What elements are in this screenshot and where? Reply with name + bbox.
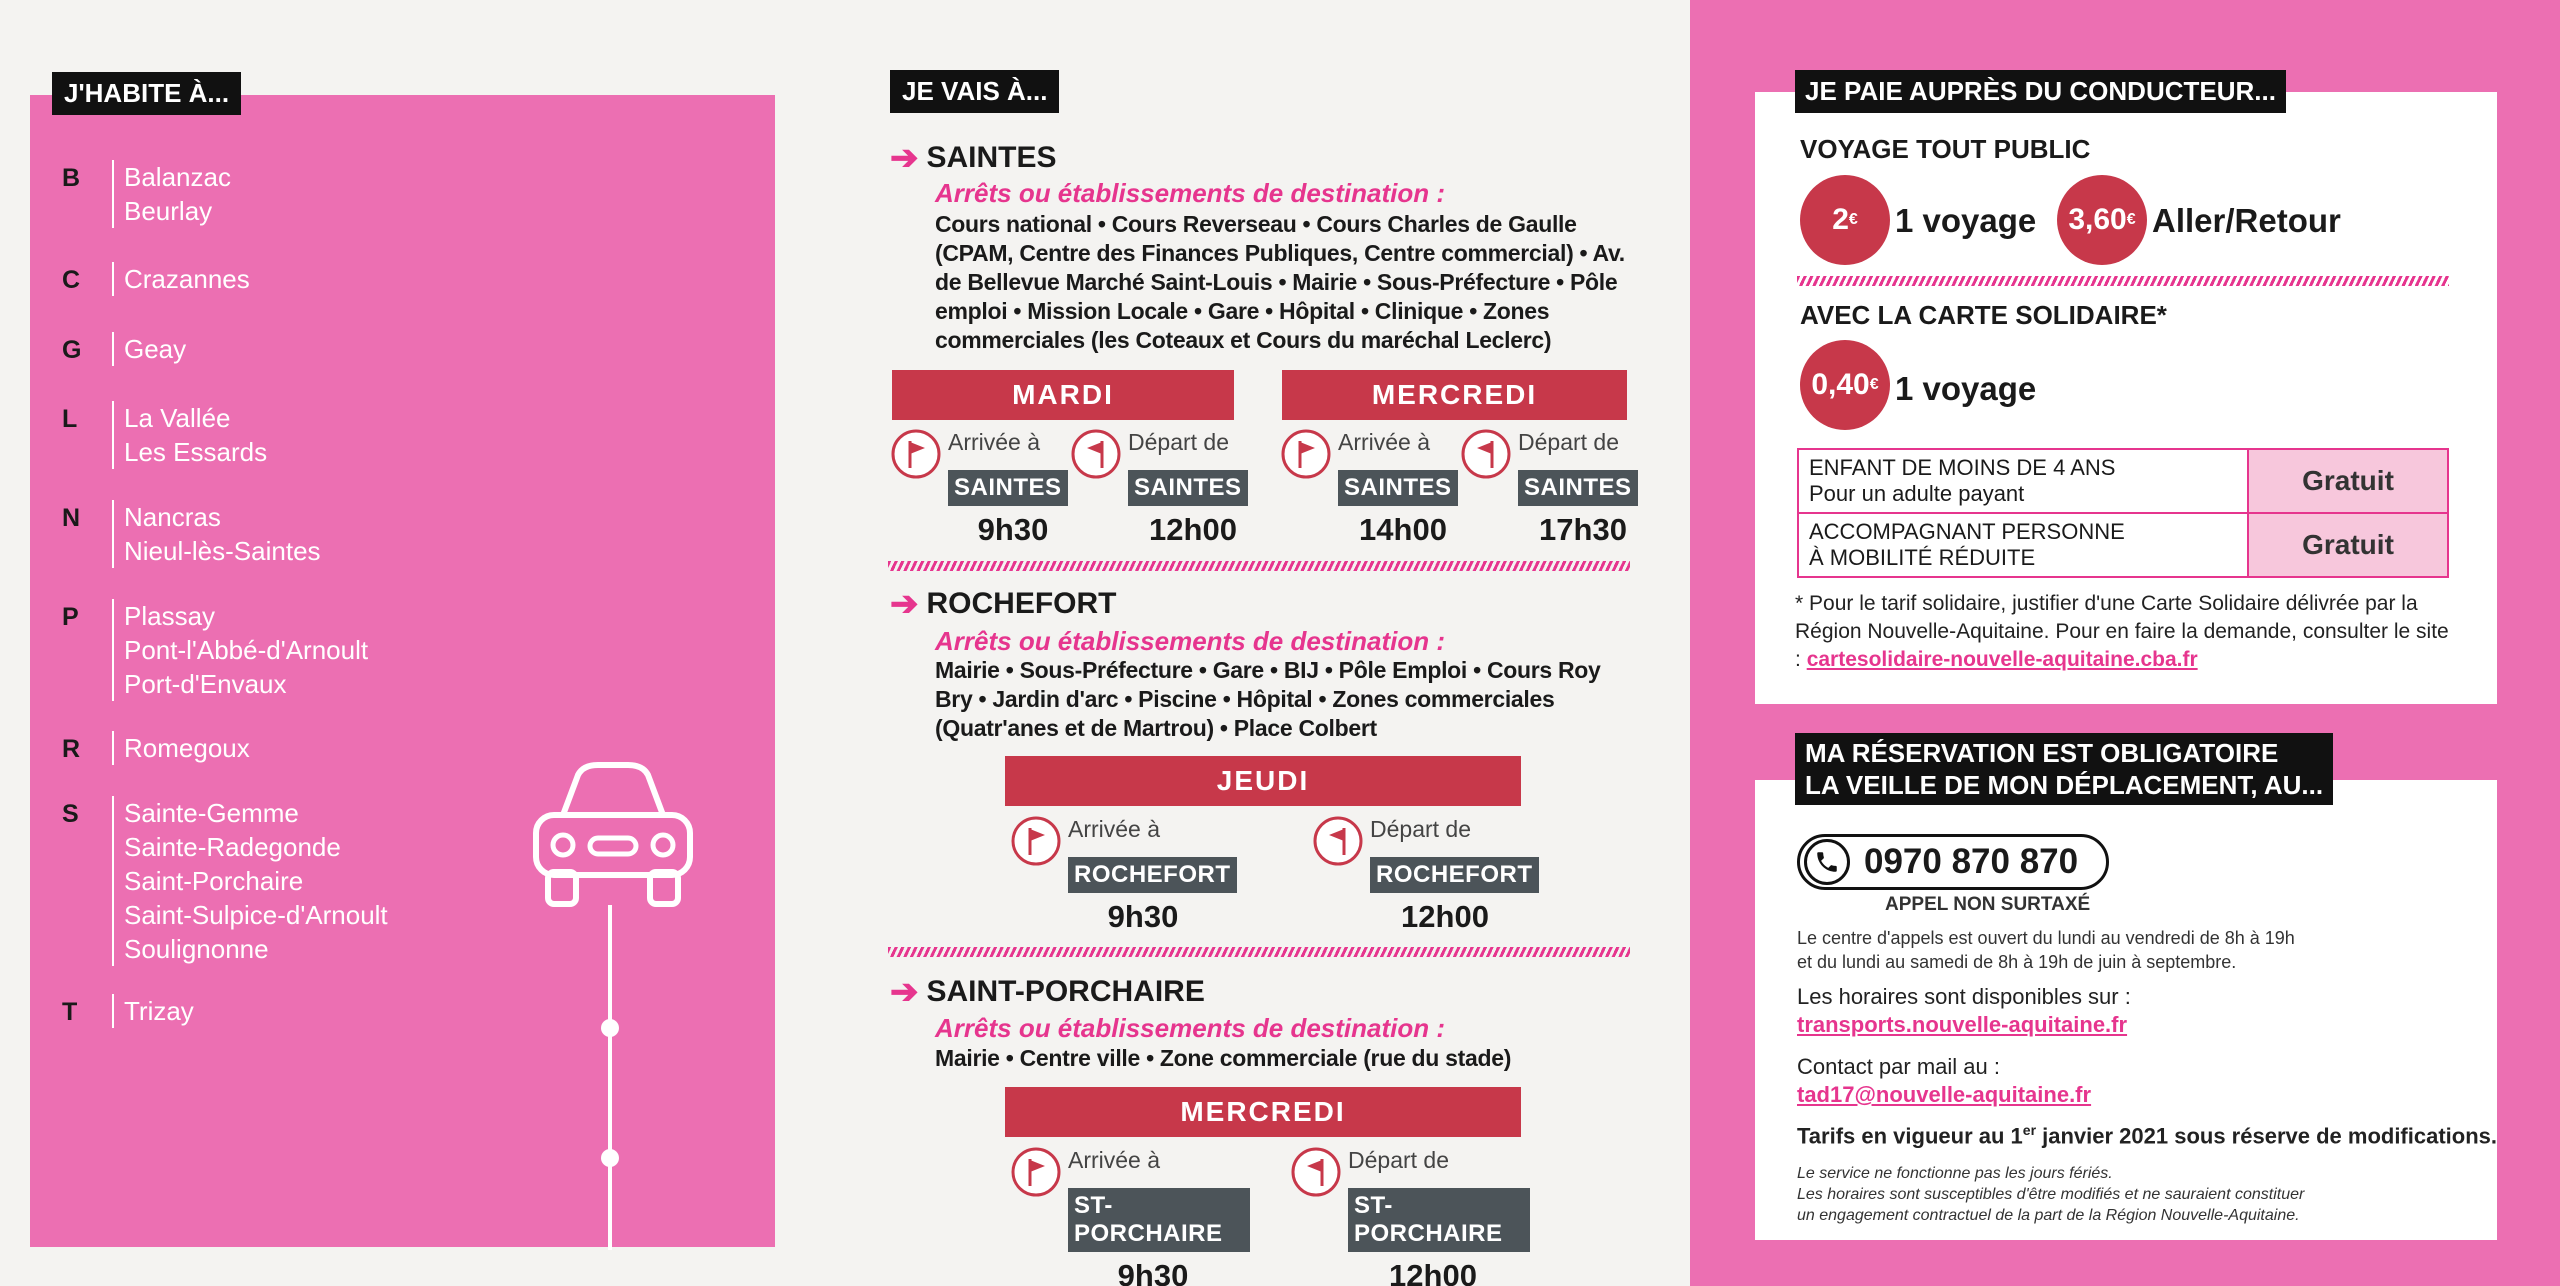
tarifs-sup: er (2022, 1122, 2037, 1138)
phone-number-box[interactable] (1797, 834, 2109, 890)
town-letter: S (62, 800, 79, 828)
currency: € (1848, 211, 1858, 228)
flag-icon (1312, 815, 1364, 867)
hours-text (1797, 926, 2295, 974)
section-divider (1797, 276, 2449, 286)
schedule-departure (1290, 1146, 1530, 1286)
price-value: 3,60 (2068, 203, 2127, 236)
city-badge: SAINTES (1518, 470, 1638, 506)
fare-value: Gratuit (2248, 449, 2448, 513)
contact-text: Contact par mail au : (1797, 1054, 2000, 1079)
price-badge (1800, 340, 1890, 430)
town-letter: P (62, 603, 79, 631)
table-cell (1798, 513, 2248, 577)
horaires-info (1797, 983, 2131, 1039)
arrival-time: 9h30 (1117, 1258, 1189, 1286)
town-group-n (62, 500, 321, 568)
row-title: ACCOMPAGNANT PERSONNE (1809, 519, 2125, 544)
flag-icon (1280, 428, 1332, 480)
town-letter: G (62, 336, 82, 364)
town-name: Plassay (124, 601, 216, 631)
town-group-r (62, 731, 250, 765)
town-group-c (62, 262, 250, 296)
departure-time: 17h30 (1539, 512, 1627, 547)
contact-info (1797, 1053, 2091, 1109)
town-group-b (62, 160, 231, 228)
town-name: Les Essards (124, 437, 268, 467)
flag-icon (1010, 815, 1062, 867)
town-group-p (62, 599, 368, 701)
town-name: Balanzac (124, 162, 231, 192)
town-letter: B (62, 164, 81, 192)
reservation-line: MA RÉSERVATION EST OBLIGATOIRE (1805, 738, 2279, 768)
departure-time: 12h00 (1401, 899, 1489, 934)
route-line (608, 905, 612, 1250)
departure-time: 12h00 (1389, 1258, 1477, 1286)
town-letter: C (62, 266, 81, 294)
town-name: Saint-Porchaire (124, 866, 304, 896)
city-badge: ST-PORCHAIRE (1348, 1188, 1530, 1252)
town-letter: T (62, 998, 78, 1026)
town-group-s (62, 796, 388, 966)
price-label: 1 voyage (1895, 202, 2037, 239)
flag-icon (890, 428, 942, 480)
price-value: 2 (1832, 203, 1849, 236)
town-list (112, 160, 231, 228)
city-badge: ST-PORCHAIRE (1068, 1188, 1250, 1252)
disclaimer-line: Le service ne fonctionne pas les jours fériés. (1797, 1165, 2113, 1182)
section-divider (888, 947, 1630, 957)
town-list (112, 500, 321, 568)
destination-rochefort (890, 584, 1117, 624)
departure-label: Départ de (1518, 429, 1620, 455)
destination-name: ROCHEFORT (926, 587, 1117, 620)
day-bar: MARDI (892, 370, 1234, 420)
schedule-departure (1070, 428, 1240, 548)
hours-line: Le centre d'appels est ouvert du lundi au vendredi de 8h à 19h (1797, 928, 2295, 948)
stops-label: Arrêts ou établissements de destination : (935, 626, 1446, 656)
free-fares-table (1797, 448, 2449, 578)
stops-label: Arrêts ou établissements de destination : (935, 178, 1446, 208)
schedule-arrival (890, 428, 1060, 548)
schedule-departure (1460, 428, 1630, 548)
solidaire-footnote (1795, 590, 2455, 674)
flag-icon (1010, 1146, 1062, 1198)
stops-text: Cours national • Cours Reverseau • Cours Charles de Gaulle (CPAM, Centre des Finances Publiques, Centre commercial) • Av. de Bellevue Marché Saint-Louis • Mairie • Sous-Préfecture • Pôle emploi • Mission Locale • Gare • Hôpital • Clinique • Zones commerciales (les Coteaux et Cours du maréchal Leclerc) (935, 211, 1625, 353)
horaires-link[interactable]: transports.nouvelle-aquitaine.fr (1797, 1012, 2128, 1037)
car-icon (528, 760, 698, 910)
town-name: Trizay (124, 996, 194, 1026)
town-name: Beurlay (124, 196, 213, 226)
city-badge: ROCHEFORT (1370, 857, 1539, 893)
route-stop-dot (601, 1149, 619, 1167)
schedule-arrival (1010, 815, 1230, 935)
town-list (112, 401, 267, 469)
departure-label: Départ de (1370, 816, 1472, 842)
disclaimer-line: un engagement contractuel de la part de la Région Nouvelle-Aquitaine. (1797, 1207, 2300, 1224)
arrival-label: Arrivée à (1068, 816, 1161, 842)
destination-saint-porchaire (890, 972, 1205, 1012)
horaires-text: Les horaires sont disponibles sur : (1797, 984, 2131, 1009)
town-list (112, 731, 250, 765)
contact-email-link[interactable]: tad17@nouvelle-aquitaine.fr (1797, 1082, 2092, 1107)
pay-title: JE PAIE AUPRÈS DU CONDUCTEUR... (1795, 70, 2286, 113)
currency: € (1869, 376, 1879, 393)
price-value: 0,40 (1811, 368, 1870, 401)
town-name: Geay (124, 334, 187, 364)
hours-line: et du lundi au samedi de 8h à 19h de juin à septembre. (1797, 952, 2237, 972)
town-name: Crazannes (124, 264, 250, 294)
arrow-right-icon: ➔ (890, 973, 919, 1011)
flag-icon (1290, 1146, 1342, 1198)
town-name: La Vallée (124, 403, 231, 433)
section-divider (888, 561, 1630, 571)
arrival-time: 9h30 (977, 512, 1049, 547)
schedule-arrival (1010, 1146, 1250, 1286)
middle-title: JE VAIS À... (890, 70, 1059, 113)
tarifs-note (1797, 1116, 2497, 1150)
day-bar: JEUDI (1005, 756, 1521, 806)
town-list (112, 262, 250, 296)
schedule-departure (1312, 815, 1532, 935)
arrival-label: Arrivée à (1068, 1147, 1161, 1173)
stops-text: Mairie • Sous-Préfecture • Gare • BIJ • Pôle Emploi • Cours Roy Bry • Jardin d'arc • Piscine • Hôpital • Zones commerciales (Quatr'anes et de Martrou) • Place Colbert (935, 657, 1601, 741)
flag-icon (1070, 428, 1122, 480)
town-group-l (62, 401, 267, 469)
phone-subtitle: APPEL NON SURTAXÉ (1885, 894, 2091, 915)
town-name: Port-d'Envaux (124, 669, 287, 699)
disclaimer-line: Les horaires sont susceptibles d'être modifiés et ne sauraient constituer (1797, 1186, 2305, 1203)
arrival-time: 14h00 (1359, 512, 1447, 547)
town-name: Nancras (124, 502, 221, 532)
city-badge: ROCHEFORT (1068, 857, 1237, 893)
public-title: VOYAGE TOUT PUBLIC (1800, 134, 2091, 164)
phone-icon (1804, 839, 1850, 885)
town-name: Sainte-Radegonde (124, 832, 341, 862)
stops-text: Mairie • Centre ville • Zone commerciale (rue du stade) (935, 1045, 1512, 1071)
town-list (112, 994, 194, 1028)
schedule-arrival (1280, 428, 1450, 548)
destination-name: SAINTES (926, 141, 1057, 174)
town-letter: N (62, 504, 81, 532)
disclaimer (1797, 1163, 2457, 1226)
town-letter: L (62, 405, 78, 433)
row-subtitle: Pour un adulte payant (1809, 481, 2025, 506)
price-label: 1 voyage (1895, 370, 2037, 407)
tarifs-text: janvier 2021 sous réserve de modifications. (2036, 1123, 2498, 1149)
departure-label: Départ de (1128, 429, 1230, 455)
table-row (1798, 513, 2448, 577)
destination-saintes (890, 138, 1057, 178)
stops-label: Arrêts ou établissements de destination : (935, 1013, 1446, 1043)
footnote-text: * Pour le tarif solidaire, justifier d'une Carte Solidaire délivrée par la Région Nouvelle-Aquitaine. Pour en faire la demande, consulter le site : (1795, 592, 2449, 671)
town-letter: R (62, 735, 81, 763)
town-name: Sainte-Gemme (124, 798, 299, 828)
town-group-g (62, 332, 186, 366)
arrival-label: Arrivée à (1338, 429, 1431, 455)
fare-value: Gratuit (2248, 513, 2448, 577)
departure-label: Départ de (1348, 1147, 1450, 1173)
tarifs-text: Tarifs en vigueur au 1 (1797, 1123, 2023, 1149)
route-stop-dot (601, 1019, 619, 1037)
arrival-label: Arrivée à (948, 429, 1041, 455)
flag-icon (1460, 428, 1512, 480)
town-name: Nieul-lès-Saintes (124, 536, 321, 566)
day-bar: MERCREDI (1005, 1087, 1521, 1137)
arrow-right-icon: ➔ (890, 139, 919, 177)
table-cell (1798, 449, 2248, 513)
left-title: J'HABITE À... (52, 72, 241, 115)
departure-time: 12h00 (1149, 512, 1237, 547)
solidaire-link[interactable]: cartesolidaire-nouvelle-aquitaine.cba.fr (1806, 648, 2198, 671)
town-name: Saint-Sulpice-d'Arnoult (124, 900, 388, 930)
phone-number: 0970 870 870 (1864, 842, 2079, 881)
town-group-t (62, 994, 194, 1028)
price-badge (1800, 175, 1890, 265)
destination-name: SAINT-PORCHAIRE (926, 975, 1205, 1008)
city-badge: SAINTES (1128, 470, 1248, 506)
reservation-line: LA VEILLE DE MON DÉPLACEMENT, AU... (1805, 770, 2324, 800)
town-list (112, 332, 186, 366)
table-row (1798, 449, 2448, 513)
day-bar: MERCREDI (1282, 370, 1627, 420)
town-name: Soulignonne (124, 934, 269, 964)
town-name: Romegoux (124, 733, 250, 763)
price-badge (2057, 175, 2147, 265)
town-name: Pont-l'Abbé-d'Arnoult (124, 635, 369, 665)
town-list (112, 599, 368, 701)
reservation-title (1795, 733, 2333, 805)
city-badge: SAINTES (948, 470, 1068, 506)
town-list (112, 796, 388, 966)
currency: € (2126, 211, 2136, 228)
solidaire-title: AVEC LA CARTE SOLIDAIRE* (1800, 300, 2167, 330)
arrival-time: 9h30 (1107, 899, 1179, 934)
row-title: ENFANT DE MOINS DE 4 ANS (1809, 455, 2116, 480)
price-label: Aller/Retour (2152, 202, 2341, 239)
row-subtitle: À MOBILITÉ RÉDUITE (1809, 545, 2036, 570)
city-badge: SAINTES (1338, 470, 1458, 506)
arrow-right-icon: ➔ (890, 585, 919, 623)
